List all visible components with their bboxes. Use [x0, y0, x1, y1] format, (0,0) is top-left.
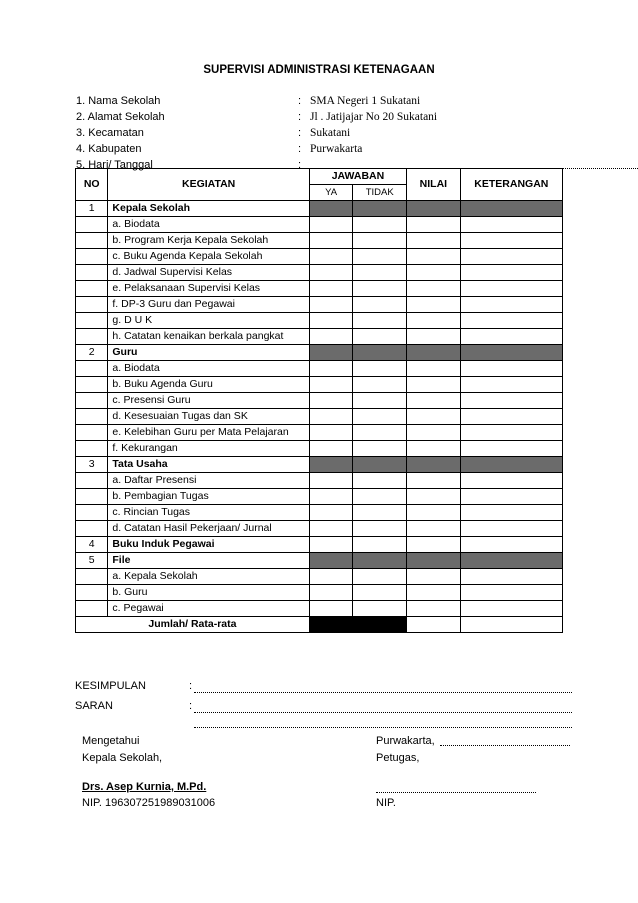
info-colon: : — [298, 159, 302, 171]
ya-cell[interactable] — [309, 265, 353, 281]
section-title: Tata Usaha — [108, 457, 309, 473]
nilai-cell[interactable] — [407, 313, 461, 329]
section-row — [76, 345, 563, 361]
keterangan-cell[interactable] — [460, 441, 562, 457]
kepala-sekolah-nip: NIP. 196307251989031006 — [82, 797, 216, 809]
no-cell — [76, 409, 108, 425]
table-row — [76, 329, 563, 345]
tidak-cell — [353, 457, 407, 473]
item-label: e. Kelebihan Guru per Mata Pelajaran — [108, 425, 309, 441]
info-row — [76, 95, 586, 111]
keterangan-cell — [460, 345, 562, 361]
section-no: 3 — [76, 457, 108, 473]
ya-cell — [309, 553, 353, 569]
nilai-cell[interactable] — [407, 297, 461, 313]
tidak-cell[interactable] — [353, 489, 407, 505]
tidak-cell[interactable] — [353, 329, 407, 345]
header-keterangan: KETERANGAN — [460, 169, 562, 201]
keterangan-cell[interactable] — [460, 409, 562, 425]
table-row — [76, 569, 563, 585]
keterangan-cell[interactable] — [460, 377, 562, 393]
keterangan-cell[interactable] — [460, 425, 562, 441]
info-row — [76, 143, 586, 159]
petugas-signature-line[interactable] — [376, 792, 536, 793]
section-title: Buku Induk Pegawai — [108, 537, 309, 553]
item-label: a. Biodata — [108, 217, 309, 233]
keterangan-cell[interactable] — [460, 505, 562, 521]
info-value: SMA Negeri 1 Sukatani — [310, 95, 421, 107]
ya-cell[interactable] — [309, 377, 353, 393]
tidak-cell[interactable] — [353, 601, 407, 617]
tidak-cell[interactable] — [353, 233, 407, 249]
ya-cell[interactable] — [309, 569, 353, 585]
header-ya: YA — [309, 185, 353, 201]
ya-cell[interactable] — [309, 601, 353, 617]
section-row — [76, 201, 563, 217]
item-label: f. DP-3 Guru dan Pegawai — [108, 297, 309, 313]
item-label: c. Presensi Guru — [108, 393, 309, 409]
no-cell — [76, 425, 108, 441]
ya-cell[interactable] — [309, 393, 353, 409]
info-label: 3. Kecamatan — [76, 127, 144, 139]
table-row — [76, 249, 563, 265]
section-no: 2 — [76, 345, 108, 361]
keterangan-cell[interactable] — [460, 297, 562, 313]
no-cell — [76, 281, 108, 297]
info-value: Sukatani — [310, 127, 351, 139]
ya-cell[interactable] — [309, 505, 353, 521]
no-cell — [76, 297, 108, 313]
table-row — [76, 409, 563, 425]
tidak-cell[interactable] — [353, 393, 407, 409]
no-cell — [76, 441, 108, 457]
keterangan-cell[interactable] — [460, 281, 562, 297]
table-row — [76, 441, 563, 457]
nilai-cell[interactable] — [407, 329, 461, 345]
keterangan-cell[interactable] — [460, 265, 562, 281]
tidak-cell[interactable] — [353, 441, 407, 457]
item-label: a. Biodata — [108, 361, 309, 377]
tidak-cell[interactable] — [353, 361, 407, 377]
section-title: File — [108, 553, 309, 569]
total-row — [76, 617, 563, 633]
keterangan-cell — [460, 553, 562, 569]
table-row — [76, 505, 563, 521]
table-row — [76, 489, 563, 505]
no-cell — [76, 313, 108, 329]
place-date-label: Purwakarta, — [376, 735, 435, 747]
item-label: b. Program Kerja Kepala Sekolah — [108, 233, 309, 249]
saran-label: SARAN — [75, 700, 113, 712]
nilai-cell[interactable] — [407, 361, 461, 377]
keterangan-total-cell[interactable] — [460, 617, 562, 633]
tidak-cell[interactable] — [353, 569, 407, 585]
item-label: c. Rincian Tugas — [108, 505, 309, 521]
item-label: a. Kepala Sekolah — [108, 569, 309, 585]
table-row — [76, 473, 563, 489]
item-label: c. Pegawai — [108, 601, 309, 617]
keterangan-cell — [460, 457, 562, 473]
no-cell — [76, 569, 108, 585]
keterangan-cell[interactable] — [460, 217, 562, 233]
tidak-total-cell — [353, 617, 407, 633]
nilai-cell[interactable] — [407, 409, 461, 425]
item-label: f. Kekurangan — [108, 441, 309, 457]
tidak-cell[interactable] — [353, 537, 407, 553]
ya-cell[interactable] — [309, 425, 353, 441]
header-nilai: NILAI — [407, 169, 461, 201]
tidak-cell[interactable] — [353, 409, 407, 425]
tidak-cell[interactable] — [353, 265, 407, 281]
ya-cell — [309, 457, 353, 473]
ya-cell[interactable] — [309, 313, 353, 329]
no-cell — [76, 233, 108, 249]
section-title: Guru — [108, 345, 309, 361]
no-cell — [76, 601, 108, 617]
ya-cell — [309, 201, 353, 217]
table-row — [76, 297, 563, 313]
item-label: b. Buku Agenda Guru — [108, 377, 309, 393]
kesimpulan-label: KESIMPULAN — [75, 680, 146, 692]
nilai-cell[interactable] — [407, 249, 461, 265]
header-tidak: TIDAK — [353, 185, 407, 201]
section-row — [76, 553, 563, 569]
ya-cell[interactable] — [309, 473, 353, 489]
keterangan-cell[interactable] — [460, 569, 562, 585]
kepala-sekolah-label: Kepala Sekolah, — [82, 752, 163, 764]
table-body — [76, 201, 563, 633]
ya-cell[interactable] — [309, 409, 353, 425]
no-cell — [76, 217, 108, 233]
tidak-cell[interactable] — [353, 585, 407, 601]
section-row — [76, 537, 563, 553]
nilai-cell — [407, 457, 461, 473]
nilai-cell[interactable] — [407, 441, 461, 457]
tidak-cell[interactable] — [353, 377, 407, 393]
table-row — [76, 425, 563, 441]
kepala-sekolah-name: Drs. Asep Kurnia, M.Pd. — [82, 781, 207, 793]
section-no: 4 — [76, 537, 108, 553]
saran-line-1[interactable] — [194, 712, 572, 713]
keterangan-cell[interactable] — [460, 537, 562, 553]
nilai-cell[interactable] — [407, 393, 461, 409]
item-label: d. Jadwal Supervisi Kelas — [108, 265, 309, 281]
petugas-label: Petugas, — [376, 752, 420, 764]
table-row — [76, 521, 563, 537]
info-colon: : — [298, 95, 302, 107]
info-colon: : — [298, 127, 302, 139]
keterangan-cell[interactable] — [460, 585, 562, 601]
ya-cell[interactable] — [309, 489, 353, 505]
nilai-cell[interactable] — [407, 217, 461, 233]
total-label: Jumlah/ Rata-rata — [76, 617, 310, 633]
table-row — [76, 601, 563, 617]
saran-line-2[interactable] — [194, 727, 572, 728]
ya-total-cell — [309, 617, 353, 633]
info-colon: : — [298, 143, 302, 155]
keterangan-cell[interactable] — [460, 313, 562, 329]
document-title: SUPERVISI ADMINISTRASI KETENAGAAN — [203, 64, 435, 76]
item-label: c. Buku Agenda Kepala Sekolah — [108, 249, 309, 265]
ya-cell[interactable] — [309, 329, 353, 345]
item-label: a. Daftar Presensi — [108, 473, 309, 489]
ya-cell — [309, 345, 353, 361]
saran-colon: : — [189, 700, 193, 712]
no-cell — [76, 473, 108, 489]
ya-cell[interactable] — [309, 537, 353, 553]
mengetahui-label: Mengetahui — [82, 735, 140, 747]
ya-cell[interactable] — [309, 217, 353, 233]
nilai-cell[interactable] — [407, 281, 461, 297]
no-cell — [76, 505, 108, 521]
no-cell — [76, 377, 108, 393]
nilai-cell[interactable] — [407, 233, 461, 249]
section-title: Kepala Sekolah — [108, 201, 309, 217]
table-row — [76, 393, 563, 409]
info-value: Purwakarta — [310, 143, 363, 155]
tidak-cell[interactable] — [353, 425, 407, 441]
ya-cell[interactable] — [309, 521, 353, 537]
tidak-cell[interactable] — [353, 505, 407, 521]
info-label: 2. Alamat Sekolah — [76, 111, 165, 123]
nilai-cell — [407, 201, 461, 217]
tidak-cell[interactable] — [353, 281, 407, 297]
ya-cell[interactable] — [309, 361, 353, 377]
no-cell — [76, 489, 108, 505]
tidak-cell[interactable] — [353, 473, 407, 489]
table-row — [76, 585, 563, 601]
info-row — [76, 127, 586, 143]
date-line[interactable] — [440, 745, 570, 746]
no-cell — [76, 361, 108, 377]
keterangan-cell[interactable] — [460, 393, 562, 409]
ya-cell[interactable] — [309, 233, 353, 249]
info-label: 4. Kabupaten — [76, 143, 142, 155]
keterangan-cell[interactable] — [460, 521, 562, 537]
keterangan-cell — [460, 201, 562, 217]
item-label: d. Catatan Hasil Pekerjaan/ Jurnal — [108, 521, 309, 537]
table-row — [76, 313, 563, 329]
section-no: 5 — [76, 553, 108, 569]
petugas-nip: NIP. — [376, 797, 396, 809]
section-row — [76, 457, 563, 473]
tidak-cell[interactable] — [353, 521, 407, 537]
keterangan-cell[interactable] — [460, 473, 562, 489]
nilai-cell[interactable] — [407, 473, 461, 489]
table-row — [76, 281, 563, 297]
table-row — [76, 377, 563, 393]
no-cell — [76, 521, 108, 537]
table-row — [76, 265, 563, 281]
tidak-cell — [353, 345, 407, 361]
no-cell — [76, 265, 108, 281]
info-label: 5. Hari/ Tanggal — [76, 159, 153, 171]
ya-cell[interactable] — [309, 281, 353, 297]
kesimpulan-colon: : — [189, 680, 193, 692]
header-jawaban: JAWABAN — [309, 169, 406, 185]
keterangan-cell[interactable] — [460, 601, 562, 617]
no-cell — [76, 585, 108, 601]
tidak-cell[interactable] — [353, 249, 407, 265]
item-label: g. D U K — [108, 313, 309, 329]
ya-cell[interactable] — [309, 249, 353, 265]
info-value: Jl . Jatijajar No 20 Sukatani — [310, 111, 438, 123]
nilai-cell[interactable] — [407, 489, 461, 505]
nilai-cell[interactable] — [407, 537, 461, 553]
item-label: e. Pelaksanaan Supervisi Kelas — [108, 281, 309, 297]
header-kegiatan: KEGIATAN — [108, 169, 309, 201]
supervision-table — [75, 168, 563, 633]
keterangan-cell[interactable] — [460, 233, 562, 249]
keterangan-cell[interactable] — [460, 361, 562, 377]
kesimpulan-line[interactable] — [194, 692, 572, 693]
tidak-cell — [353, 201, 407, 217]
table-row — [76, 233, 563, 249]
nilai-cell[interactable] — [407, 425, 461, 441]
nilai-cell[interactable] — [407, 521, 461, 537]
tidak-cell[interactable] — [353, 297, 407, 313]
nilai-cell — [407, 345, 461, 361]
nilai-cell — [407, 553, 461, 569]
tidak-cell — [353, 553, 407, 569]
info-label: 1. Nama Sekolah — [76, 95, 161, 107]
section-no: 1 — [76, 201, 108, 217]
no-cell — [76, 329, 108, 345]
nilai-cell[interactable] — [407, 505, 461, 521]
nilai-cell[interactable] — [407, 265, 461, 281]
info-colon: : — [298, 111, 302, 123]
ya-cell[interactable] — [309, 441, 353, 457]
no-cell — [76, 249, 108, 265]
keterangan-cell[interactable] — [460, 249, 562, 265]
ya-cell[interactable] — [309, 585, 353, 601]
ya-cell[interactable] — [309, 297, 353, 313]
nilai-cell[interactable] — [407, 601, 461, 617]
tidak-cell[interactable] — [353, 217, 407, 233]
table-row — [76, 217, 563, 233]
no-cell — [76, 393, 108, 409]
item-label: h. Catatan kenaikan berkala pangkat — [108, 329, 309, 345]
item-label: b. Guru — [108, 585, 309, 601]
item-label: d. Kesesuaian Tugas dan SK — [108, 409, 309, 425]
tidak-cell[interactable] — [353, 313, 407, 329]
nilai-cell[interactable] — [407, 377, 461, 393]
keterangan-cell[interactable] — [460, 489, 562, 505]
keterangan-cell[interactable] — [460, 329, 562, 345]
nilai-cell[interactable] — [407, 569, 461, 585]
nilai-total-cell[interactable] — [407, 617, 461, 633]
table-row — [76, 361, 563, 377]
nilai-cell[interactable] — [407, 585, 461, 601]
header-no: NO — [76, 169, 108, 201]
item-label: b. Pembagian Tugas — [108, 489, 309, 505]
info-row — [76, 111, 586, 127]
